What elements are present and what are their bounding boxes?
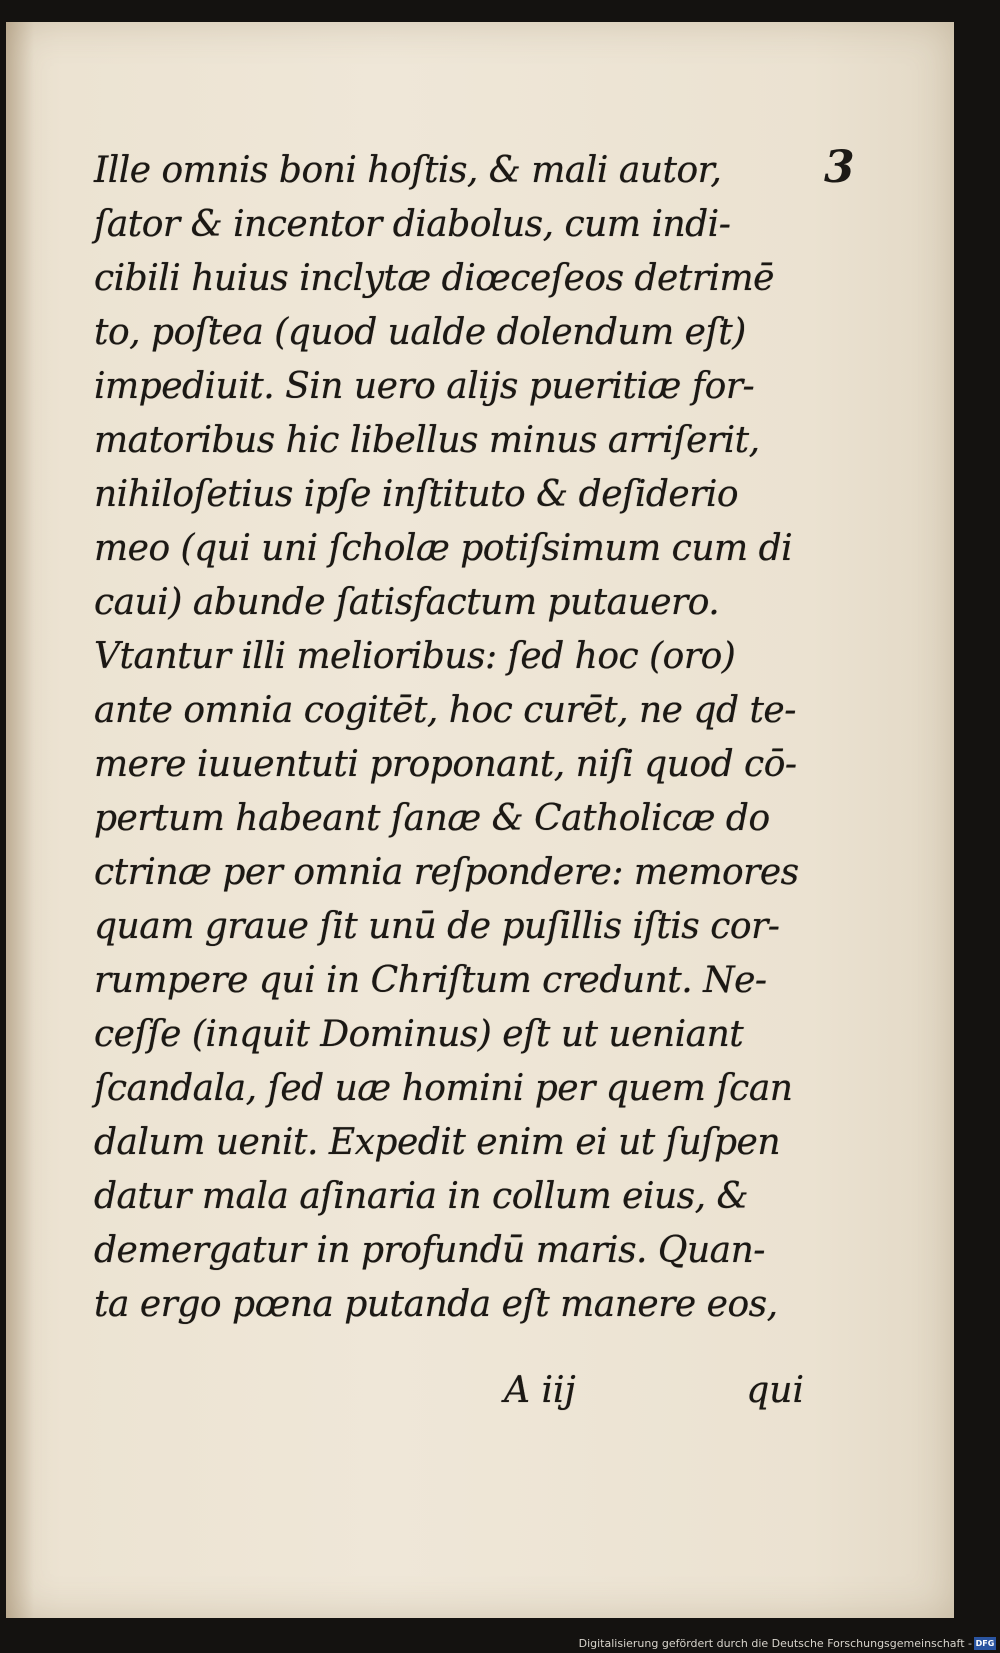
page-footer bbox=[94, 1370, 804, 1424]
text-line: ctrinæ per omnia reſpondere: memores bbox=[94, 852, 799, 893]
credit-bar bbox=[0, 1633, 1000, 1653]
digitization-credit: Digitalisierung gefördert durch die Deutsche Forschungsgemeinschaft - bbox=[578, 1637, 972, 1650]
text-line: nihiloſetius ipſe inſtituto & deſiderio bbox=[94, 474, 739, 515]
text-line: impediuit. Sin uero alijs pueritiæ for- bbox=[94, 366, 755, 407]
catchword: qui bbox=[746, 1370, 804, 1411]
text-line: cibili huius inclytæ diœceſeos detrimē bbox=[94, 258, 774, 299]
signature-mark: A iij bbox=[504, 1370, 576, 1411]
text-block bbox=[94, 144, 804, 1332]
dfg-logo: DFG bbox=[975, 1639, 995, 1648]
book-page bbox=[6, 22, 954, 1618]
text-line: demergatur in profundū maris. Quan- bbox=[94, 1230, 765, 1271]
text-line: quam graue ſit unū de puſillis iſtis cor- bbox=[94, 906, 780, 947]
text-line: pertum habeant ſanæ & Catholicæ do bbox=[94, 798, 770, 839]
text-line: Ille omnis boni hoſtis, & mali autor, bbox=[94, 150, 722, 191]
text-line: datur mala aſinaria in collum eius, & bbox=[94, 1176, 749, 1217]
text-line: to, poſtea (quod ualde dolendum eſt) bbox=[94, 312, 746, 353]
text-line: ante omnia cogitēt, hoc curēt, ne qd te- bbox=[94, 690, 796, 731]
text-line: ſcandala, ſed uæ homini per quem ſcan bbox=[94, 1068, 793, 1109]
text-line: mere iuuentuti proponant, niſi quod cō- bbox=[94, 744, 797, 785]
text-line: ſator & incentor diabolus, cum indi- bbox=[94, 204, 731, 245]
text-line: rumpere qui in Chriſtum credunt. Ne- bbox=[94, 960, 767, 1001]
text-line: Vtantur illi melioribus: ſed hoc (oro) bbox=[94, 636, 736, 677]
text-line: ta ergo pœna putanda eſt manere eos, bbox=[94, 1284, 778, 1325]
folio-number: 3 bbox=[824, 142, 855, 193]
text-line: matoribus hic libellus minus arriſerit, bbox=[94, 420, 760, 461]
text-line: ceſſe (inquit Dominus) eſt ut ueniant bbox=[94, 1014, 744, 1055]
text-line: caui) abunde ſatisfactum putauero. bbox=[94, 582, 720, 623]
text-line: meo (qui uni ſcholæ potiſsimum cum di bbox=[94, 528, 793, 569]
text-line: dalum uenit. Expedit enim ei ut ſuſpen bbox=[94, 1122, 781, 1163]
